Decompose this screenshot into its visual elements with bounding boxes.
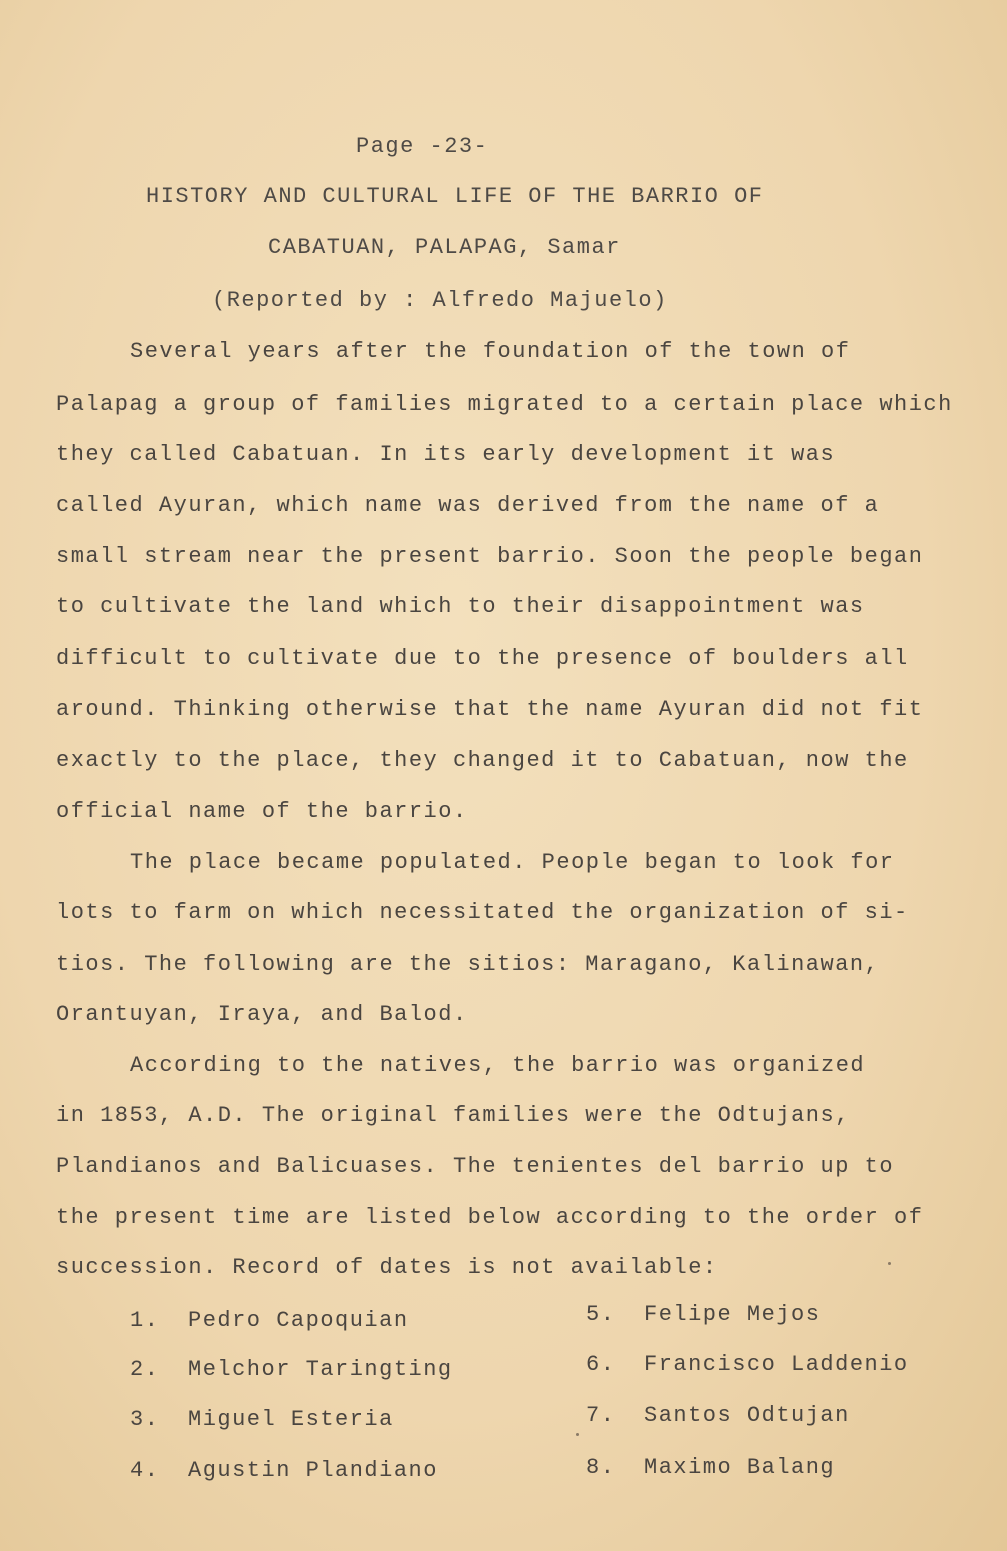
paragraph-1-line: Palapag a group of families migrated to a certain place which xyxy=(56,392,953,417)
teniente-number: 8. xyxy=(586,1455,616,1480)
teniente-number: 4. xyxy=(130,1458,160,1483)
paragraph-2-line: Orantuyan, Iraya, and Balod. xyxy=(56,1002,468,1027)
paragraph-2-line: tios. The following are the sitios: Maragano, Kalinawan, xyxy=(56,952,880,977)
paragraph-2-line: The place became populated. People began to look for xyxy=(130,850,895,875)
teniente-name: Miguel Esteria xyxy=(188,1407,394,1432)
teniente-list-item xyxy=(130,1357,453,1382)
paragraph-1-line: difficult to cultivate due to the presence of boulders all xyxy=(56,646,909,671)
document-title-line-1: HISTORY AND CULTURAL LIFE OF THE BARRIO OF xyxy=(146,184,764,209)
teniente-number: 6. xyxy=(586,1352,616,1377)
paragraph-3-line: Plandianos and Balicuases. The tenientes del barrio up to xyxy=(56,1154,895,1179)
teniente-name: Agustin Plandiano xyxy=(188,1458,438,1483)
paragraph-1-line: official name of the barrio. xyxy=(56,799,468,824)
teniente-list-item xyxy=(130,1458,438,1483)
teniente-list-item xyxy=(586,1352,909,1377)
paper-speck xyxy=(576,1433,579,1436)
teniente-name: Pedro Capoquian xyxy=(188,1308,409,1333)
paragraph-1-line: small stream near the present barrio. Soon the people began xyxy=(56,544,924,569)
page-number: Page -23- xyxy=(356,134,489,159)
paragraph-2-line: lots to farm on which necessitated the organization of si- xyxy=(56,900,909,925)
paragraph-1-line: around. Thinking otherwise that the name Ayuran did not fit xyxy=(56,697,924,722)
teniente-name: Melchor Taringting xyxy=(188,1357,453,1382)
teniente-number: 3. xyxy=(130,1407,160,1432)
teniente-name: Santos Odtujan xyxy=(644,1403,850,1428)
teniente-number: 1. xyxy=(130,1308,160,1333)
document-title-line-2: CABATUAN, PALAPAG, Samar xyxy=(268,235,621,260)
paper-speck xyxy=(888,1262,891,1265)
teniente-name: Maximo Balang xyxy=(644,1455,836,1480)
paragraph-1-line: called Ayuran, which name was derived from the name of a xyxy=(56,493,880,518)
paragraph-1-line: they called Cabatuan. In its early development it was xyxy=(56,442,836,467)
teniente-list-item xyxy=(130,1407,394,1432)
paragraph-3-line: succession. Record of dates is not available: xyxy=(56,1255,718,1280)
teniente-number: 5. xyxy=(586,1302,616,1327)
paragraph-3-line: According to the natives, the barrio was organized xyxy=(130,1053,866,1078)
teniente-name: Francisco Laddenio xyxy=(644,1352,909,1377)
teniente-number: 7. xyxy=(586,1403,616,1428)
teniente-name: Felipe Mejos xyxy=(644,1302,821,1327)
teniente-list-item xyxy=(586,1403,850,1428)
paragraph-1-line: to cultivate the land which to their disappointment was xyxy=(56,594,865,619)
reporter-line: (Reported by : Alfredo Majuelo) xyxy=(212,288,668,313)
paragraph-1-line: Several years after the foundation of the town of xyxy=(130,339,851,364)
teniente-list-item xyxy=(586,1302,820,1327)
paragraph-3-line: the present time are listed below according to the order of xyxy=(56,1205,924,1230)
teniente-number: 2. xyxy=(130,1357,160,1382)
teniente-list-item xyxy=(586,1455,835,1480)
teniente-list-item xyxy=(130,1308,409,1333)
paragraph-3-line: in 1853, A.D. The original families were the Odtujans, xyxy=(56,1103,850,1128)
paragraph-1-line: exactly to the place, they changed it to Cabatuan, now the xyxy=(56,748,909,773)
